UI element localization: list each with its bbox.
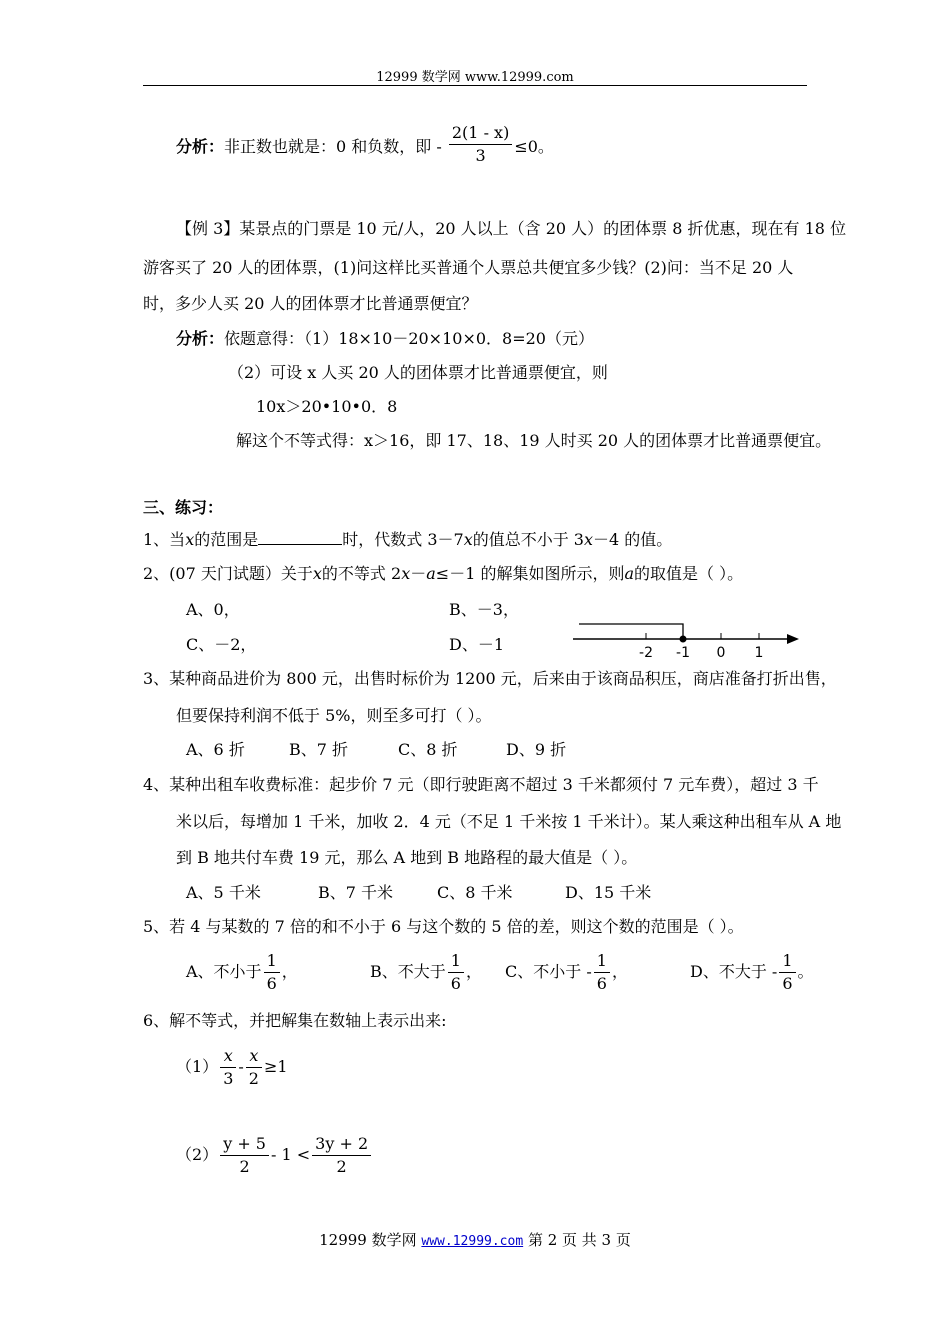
example3-analysis-1 bbox=[176, 328, 594, 350]
fraction bbox=[779, 950, 795, 995]
q1-text-a: 1、当 bbox=[143, 530, 186, 549]
question-5-line-1: 5、若 4 与某数的 7 倍的和不小于 6 与这个数的 5 倍的差，则这个数的范围是（ ）。 bbox=[143, 917, 744, 936]
q3-option-d: D、9 折 bbox=[506, 740, 567, 759]
tick-label: -1 bbox=[676, 645, 690, 661]
example3-text-1: 某景点的门票是 10 元/人，20 人以上（含 20 人）的团体票 8 折优惠，现在有 18 位 bbox=[239, 219, 847, 238]
q2-option-c: C、－2， bbox=[186, 635, 257, 654]
question-6-line-1: 6、解不等式，并把解集在数轴上表示出来: bbox=[143, 1011, 447, 1030]
q5-option-d bbox=[690, 950, 814, 995]
inequality-middle: - 1 < bbox=[270, 1145, 311, 1164]
example3-label: 【例 3】 bbox=[176, 219, 240, 238]
q1-var2: x bbox=[463, 530, 473, 549]
example3-analysis-4: 解这个不等式得：x＞16，即 17、18、19 人时买 20 人的团体票才比普通票便宜。 bbox=[236, 431, 832, 450]
fraction bbox=[448, 950, 464, 995]
solution-bracket bbox=[579, 624, 683, 639]
q5-option-b bbox=[370, 950, 482, 995]
fraction-denominator: 6 bbox=[596, 974, 607, 993]
q5-option-a-text: A、不小于 bbox=[186, 962, 262, 981]
q5-option-d-text: D、不大于 - bbox=[690, 962, 778, 981]
example3-analysis-2: （2）可设 x 人买 20 人的团体票才比普通票便宜，则 bbox=[228, 363, 608, 382]
fraction-numerator: y + 5 bbox=[220, 1133, 269, 1156]
question-4-line-2: 米以后，每增加 1 千米，加收 2．4 元（不足 1 千米按 1 千米计）。某人乘这种出租车从 A 地 bbox=[176, 812, 842, 831]
q2-text-d: ≤－1 的解集如图所示，则 bbox=[435, 564, 625, 583]
tick-label: 0 bbox=[716, 645, 726, 661]
q6-part-2-label: （2） bbox=[176, 1145, 219, 1164]
q5-option-c bbox=[505, 950, 628, 995]
q2-var4: a bbox=[624, 564, 635, 583]
fraction bbox=[312, 1133, 371, 1178]
q6-part-1 bbox=[176, 1045, 288, 1090]
page-footer bbox=[0, 1229, 950, 1250]
fraction-numerator: 1 bbox=[594, 950, 610, 973]
q3-option-a: A、6 折 bbox=[186, 740, 245, 759]
q2-var: x bbox=[312, 564, 322, 583]
analysis-text: 依题意得：（1）18×10－20×10×0．8=20（元） bbox=[224, 329, 594, 348]
answer-blank bbox=[258, 528, 342, 545]
tick-label: -2 bbox=[639, 645, 653, 661]
footer-site: 12999 数学网 bbox=[319, 1231, 417, 1249]
fraction-denominator: 6 bbox=[782, 974, 793, 993]
q1-text-d: 的值总不小于 3 bbox=[472, 530, 584, 549]
practice-heading: 三、练习： bbox=[143, 498, 224, 517]
example3-analysis-3: 10x＞20•10•0．8 bbox=[256, 397, 398, 416]
period: 。 bbox=[797, 962, 814, 981]
fraction-denominator: 3 bbox=[475, 146, 486, 165]
fraction-numerator: x bbox=[246, 1045, 262, 1068]
example3-line-1 bbox=[176, 218, 846, 240]
separator: ， bbox=[281, 962, 298, 981]
q2-text-b: 的不等式 2 bbox=[321, 564, 402, 583]
page-header: 12999 数学网 www.12999.com bbox=[376, 70, 574, 85]
q4-option-b: B、7 千米 bbox=[318, 883, 394, 902]
footer-page-number: 第 2 页 共 3 页 bbox=[527, 1231, 631, 1249]
q2-var3: a bbox=[426, 564, 436, 583]
question-2 bbox=[143, 563, 743, 585]
q3-option-c: C、8 折 bbox=[398, 740, 458, 759]
q2-text-c: － bbox=[410, 564, 427, 583]
example3-line-2: 游客买了 20 人的团体票，(1)问这样比买普通个人票总共便宜多少钱？(2)问：当不足 20 人 bbox=[143, 258, 794, 277]
q1-var3: x bbox=[584, 530, 594, 549]
question-1 bbox=[143, 528, 672, 551]
q4-option-c: C、8 千米 bbox=[437, 883, 513, 902]
fraction bbox=[220, 1045, 236, 1090]
example3-line-3: 时，多少人买 20 人的团体票才比普通票便宜？ bbox=[143, 294, 478, 313]
q2-option-d: D、－1 bbox=[449, 635, 505, 654]
q6-part-2 bbox=[176, 1133, 373, 1178]
analysis-label: 分析： bbox=[176, 137, 225, 156]
q2-option-b: B、－3， bbox=[449, 600, 519, 619]
q5-option-c-text: C、不小于 - bbox=[505, 962, 592, 981]
question-3-line-2: 但要保持利润不低于 5%，则至多可打（ ）。 bbox=[176, 706, 492, 725]
q3-option-b: B、7 折 bbox=[289, 740, 349, 759]
q4-option-d: D、15 千米 bbox=[565, 883, 652, 902]
separator: ， bbox=[465, 962, 482, 981]
question-4-line-1: 4、某种出租车收费标准：起步价 7 元（即行驶距离不超过 3 千米都须付 7 元车费），超过 3 千 bbox=[143, 775, 819, 794]
fraction-denominator: 6 bbox=[266, 974, 277, 993]
fraction-numerator: 1 bbox=[779, 950, 795, 973]
q4-option-a: A、5 千米 bbox=[186, 883, 261, 902]
q2-text-e: 的取值是（ ）。 bbox=[634, 564, 744, 583]
fraction bbox=[246, 1045, 262, 1090]
axis-arrow-icon bbox=[787, 634, 799, 644]
number-line-figure bbox=[565, 612, 805, 662]
fraction-denominator: 6 bbox=[450, 974, 461, 993]
q2-option-a: A、0， bbox=[186, 600, 240, 619]
fraction-denominator: 3 bbox=[223, 1069, 234, 1088]
footer-link[interactable]: www.12999.com bbox=[421, 1234, 524, 1249]
q1-text-b: 的范围是 bbox=[194, 530, 259, 549]
fraction bbox=[594, 950, 610, 995]
q2-text-a: 2、(07 天门试题）关于 bbox=[143, 564, 313, 583]
question-3-line-1: 3、某种商品进价为 800 元，出售时标价为 1200 元，后来由于该商品积压，商店准备打折出售， bbox=[143, 669, 837, 688]
fraction bbox=[449, 122, 512, 167]
q5-option-a bbox=[186, 950, 298, 995]
analysis-tail: ≤0。 bbox=[514, 137, 554, 156]
fraction-numerator: 3y + 2 bbox=[312, 1133, 371, 1156]
fraction bbox=[220, 1133, 269, 1178]
q6-part-1-label: （1） bbox=[176, 1057, 219, 1076]
q5-option-b-text: B、不大于 bbox=[370, 962, 446, 981]
tick-label: 1 bbox=[754, 645, 764, 661]
analysis-label: 分析： bbox=[176, 329, 225, 348]
q1-var: x bbox=[185, 530, 195, 549]
question-4-line-3: 到 B 地共付车费 19 元，那么 A 地到 B 地路程的最大值是（ ）。 bbox=[176, 848, 638, 867]
analysis-text: 非正数也就是：0 和负数，即 - bbox=[224, 137, 442, 156]
q2-var2: x bbox=[401, 564, 411, 583]
inequality-tail: ≥1 bbox=[263, 1057, 288, 1076]
fraction-denominator: 2 bbox=[239, 1157, 250, 1176]
solid-dot bbox=[680, 636, 687, 643]
minus-sign: - bbox=[238, 1057, 244, 1076]
q1-text-e: －4 的值。 bbox=[593, 530, 673, 549]
header-rule bbox=[143, 85, 807, 86]
fraction-numerator: 2(1 - x) bbox=[449, 122, 512, 145]
analysis-line-1 bbox=[176, 123, 554, 167]
fraction-numerator: 1 bbox=[264, 950, 280, 973]
fraction-numerator: x bbox=[220, 1045, 236, 1068]
separator: ， bbox=[611, 962, 628, 981]
fraction-denominator: 2 bbox=[336, 1157, 347, 1176]
fraction-numerator: 1 bbox=[448, 950, 464, 973]
fraction bbox=[264, 950, 280, 995]
fraction-denominator: 2 bbox=[248, 1069, 259, 1088]
q1-text-c: 时，代数式 3－7 bbox=[342, 530, 464, 549]
